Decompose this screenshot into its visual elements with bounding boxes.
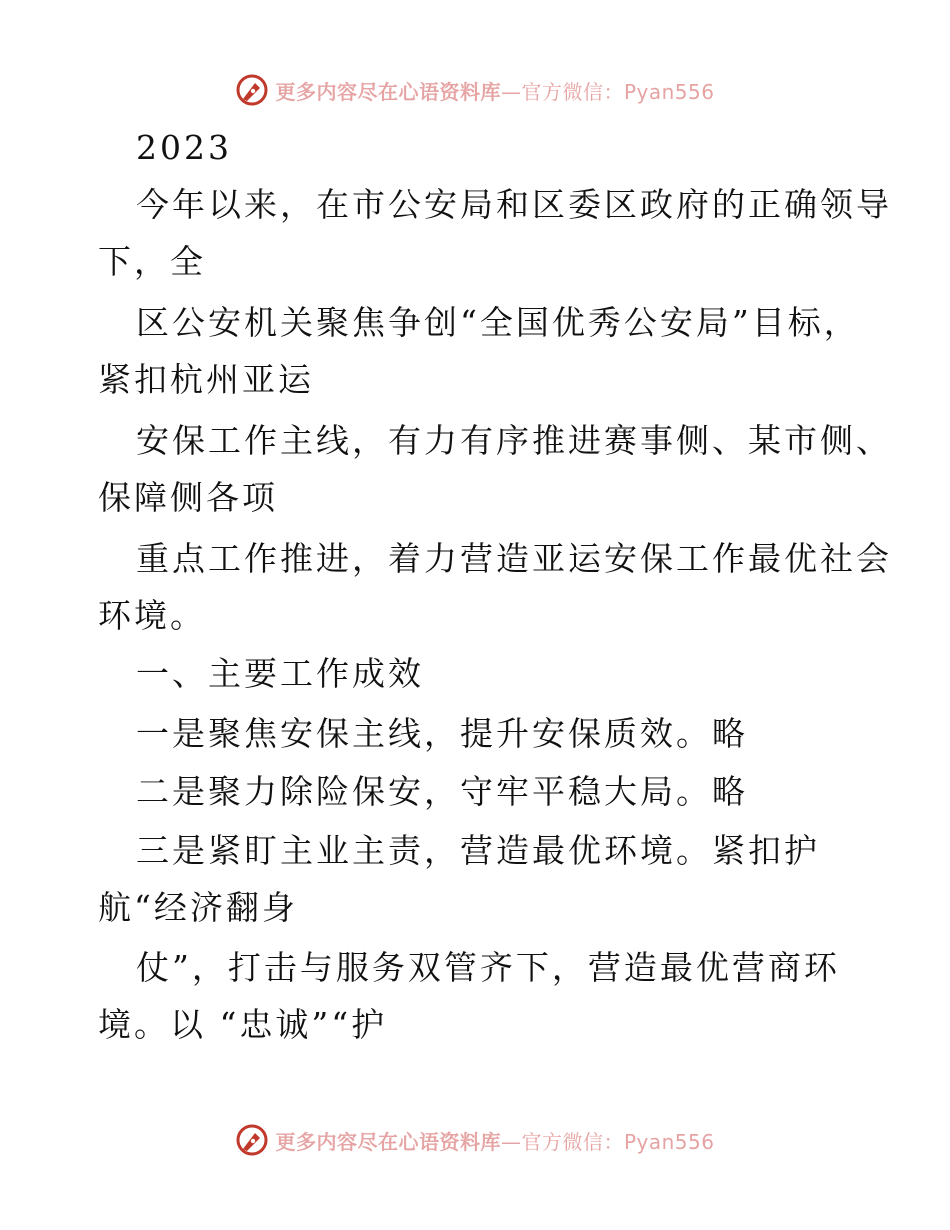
doc-line: 三是紧盯主业主责，营造最优环境。紧扣护	[136, 831, 820, 870]
header-watermark	[0, 70, 950, 110]
watermark-text-rest: —官方微信：Pyan556	[500, 79, 715, 104]
doc-line: 重点工作推进，着力营造亚运安保工作最优社会	[136, 539, 892, 578]
section-heading: 一、主要工作成效	[136, 654, 424, 693]
doc-line: 今年以来，在市公安局和区委区政府的正确领导	[136, 185, 892, 224]
doc-line: 环境。	[98, 596, 206, 635]
pen-nib-icon	[235, 1123, 269, 1157]
doc-line: 区公安机关聚焦争创“全国优秀公安局”目标，	[136, 303, 860, 342]
watermark-text	[275, 1126, 714, 1155]
doc-line: 保障侧各项	[98, 478, 278, 517]
watermark-text	[275, 76, 714, 105]
watermark-text-main: 更多内容尽在心语资料库	[275, 1129, 501, 1154]
doc-line: 航“经济翻身	[98, 888, 298, 927]
watermark-text-rest: —官方微信：Pyan556	[500, 1129, 715, 1154]
doc-line: 安保工作主线，有力有序推进赛事侧、某市侧、	[136, 421, 892, 460]
footer-watermark	[0, 1120, 950, 1160]
doc-line-year: 2023	[136, 128, 232, 167]
doc-line: 境。以 “忠诚”“护	[98, 1005, 388, 1044]
watermark-text-main: 更多内容尽在心语资料库	[275, 79, 501, 104]
doc-line: 紧扣杭州亚运	[98, 360, 314, 399]
doc-line: 下，全	[98, 242, 206, 281]
doc-line: 仗”，打击与服务双管齐下，营造最优营商环	[136, 948, 840, 987]
doc-line: 一是聚焦安保主线，提升安保质效。略	[136, 714, 748, 753]
pen-nib-icon	[235, 73, 269, 107]
doc-line: 二是聚力除险保安，守牢平稳大局。略	[136, 772, 748, 811]
